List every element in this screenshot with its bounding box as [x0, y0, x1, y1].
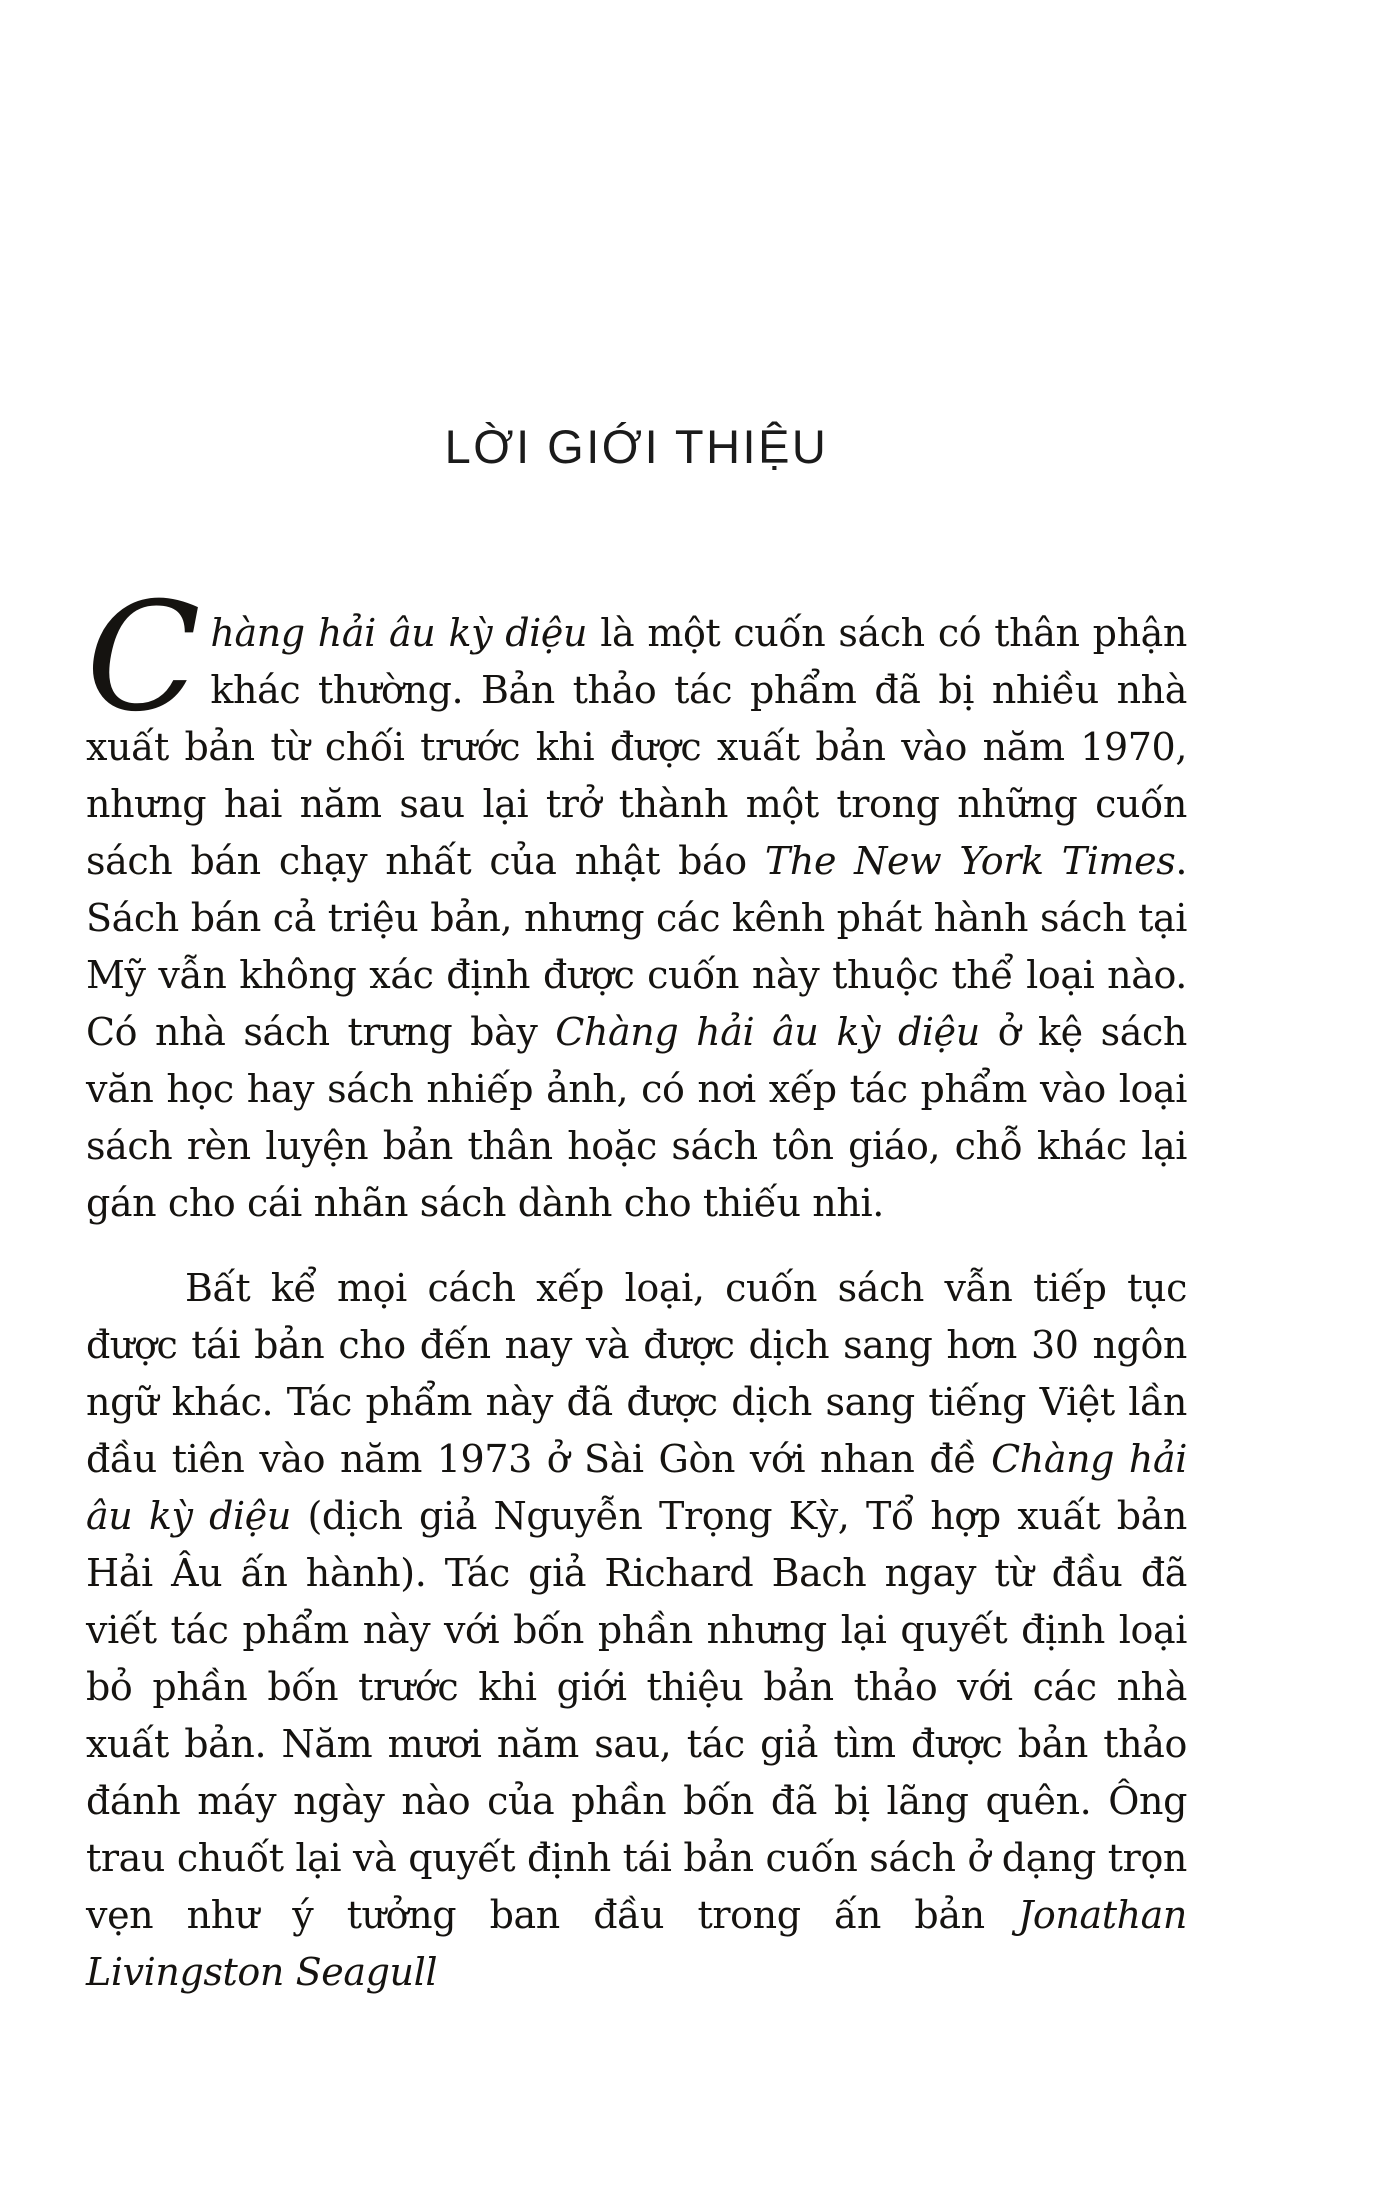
text-run: (dịch giả Nguyễn Trọng Kỳ, Tổ hợp xuất bản Hải Âu ấn hành). Tác giả Richard Bach ngay từ đầu đã viết tác phẩm này với bốn phần nhưng lại quyết định loại bỏ phần bốn trước khi giới thiệu bản thảo với các nhà xuất bản. Năm mươi năm sau, tác giả tìm được bản thảo đánh máy ngày nào của phần bốn đã bị lãng quên. Ông trau chuốt lại và quyết định tái bản cuốn sách ở dạng trọn vẹn như ý tưởng ban đầu trong ấn bản [86, 1494, 1187, 1937]
paragraph [86, 1260, 1187, 2001]
italic-run: The New York Times [764, 839, 1176, 883]
drop-cap: C [86, 571, 201, 745]
chapter-title: LỜI GIỚI THIỆU [444, 420, 829, 473]
italic-run: hàng hải âu kỳ diệu [210, 611, 588, 655]
text-run: ở kệ sách văn học hay sách nhiếp ảnh, có nơi xếp tác phẩm vào loại sách rèn luyện bản thân hoặc sách tôn giáo, chỗ khác lại gán cho cái nhãn sách dành cho thiếu nhi. [86, 1010, 1187, 1225]
body-text [86, 571, 1188, 2001]
italic-run: Chàng hải âu kỳ diệu [555, 1010, 980, 1054]
italic-run: Jonathan Livingston Seagull [86, 1893, 1187, 1994]
italic-run: Chàng hải âu kỳ diệu [86, 1437, 1188, 1538]
text-run: là một cuốn sách có thân phận khác thường. Bản thảo tác phẩm đã bị nhiều nhà xuất bản từ chối trước khi được xuất bản vào năm 1970, nhưng hai năm sau lại trở thành một trong những cuốn sách bán chạy nhất của nhật báo [86, 611, 1187, 883]
paragraph [86, 571, 1187, 1232]
text-run: . Sách bán cả triệu bản, nhưng các kênh phát hành sách tại Mỹ vẫn không xác định được cuốn này thuộc thể loại nào. Có nhà sách trưng bày [86, 839, 1187, 1054]
text-run: Bất kể mọi cách xếp loại, cuốn sách vẫn tiếp tục được tái bản cho đến nay và được dịch sang hơn 30 ngôn ngữ khác. Tác phẩm này đã được dịch sang tiếng Việt lần đầu tiên vào năm 1973 ở Sài Gòn với nhan đề [86, 1266, 1187, 1481]
